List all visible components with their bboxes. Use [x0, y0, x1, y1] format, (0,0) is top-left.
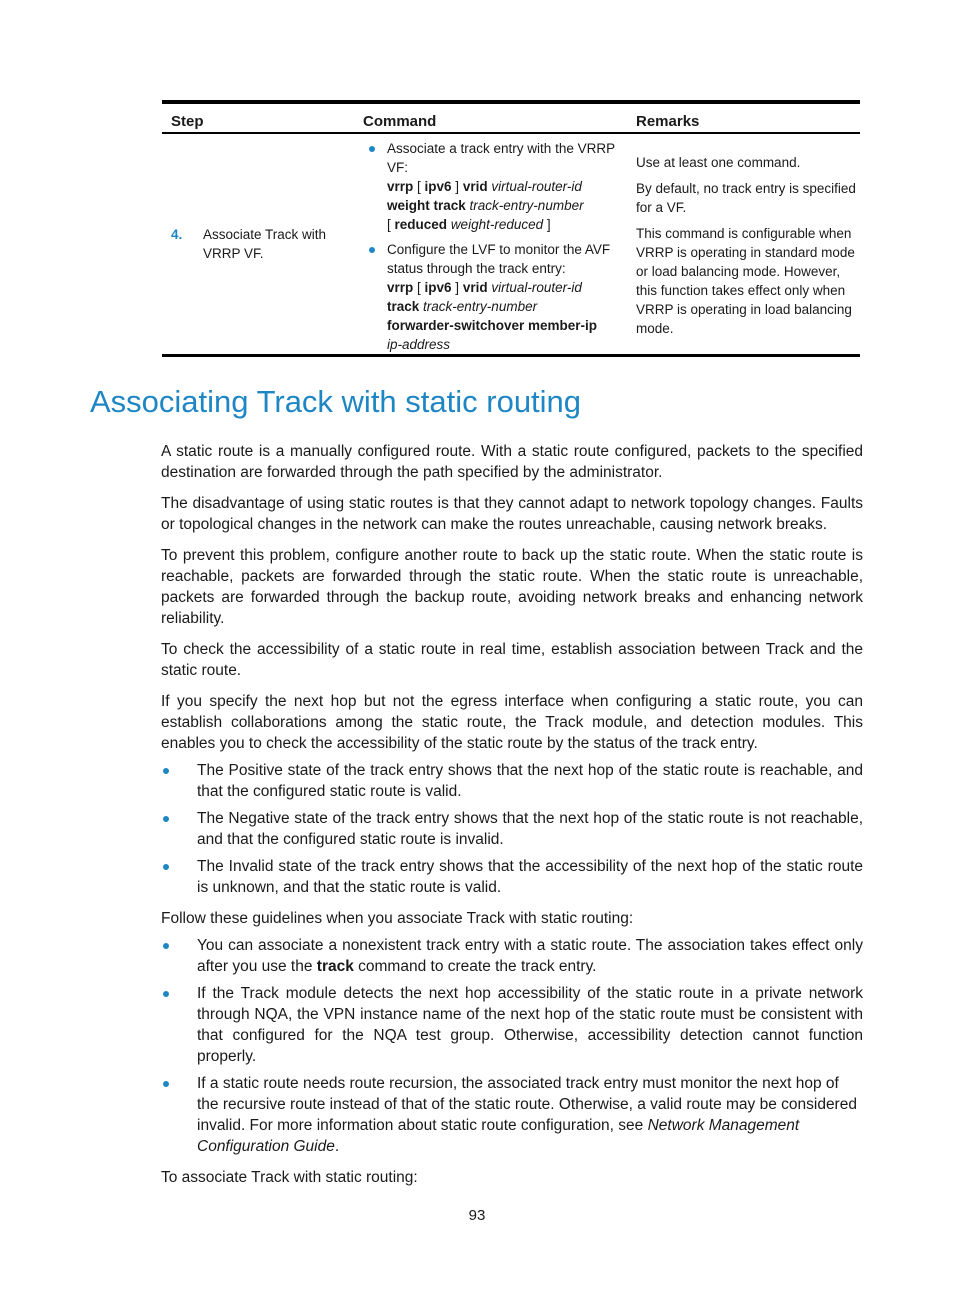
- table-row: [162, 134, 860, 354]
- guideline-bullet-list: [161, 935, 863, 1157]
- command-syntax: track track-entry-number: [387, 299, 538, 314]
- section-heading: Associating Track with static routing: [90, 384, 582, 419]
- command-intro: VF:: [387, 160, 409, 175]
- remark: This command is configurable when VRRP is operating in standard mode or load balancing mode. However, this function takes effect only when VRRP is operating in load balancing mode.: [636, 226, 855, 336]
- list-item: The Positive state of the track entry shows that the next hop of the static route is reachable, and that the configured static route is valid.: [161, 760, 863, 802]
- step-text: Associate Track with VRRP VF.: [203, 227, 327, 261]
- command-intro: status through the track entry:: [387, 261, 566, 276]
- bullet-icon: [163, 991, 169, 997]
- step-number: 4.: [171, 227, 183, 242]
- table-header-row: [162, 104, 860, 134]
- remark: Use at least one command.: [636, 155, 801, 170]
- list-item: If a static route needs route recursion, the associated track entry must monitor the next hop of the recursive route instead of that of the static route. Otherwise, a valid route may be considered invalid. For more information about static route configuration, see Network Management Configuration Guide.: [161, 1073, 863, 1157]
- bullet-icon: [163, 864, 169, 870]
- bullet-icon: [163, 768, 169, 774]
- bullet-icon: [163, 1081, 169, 1087]
- command-syntax: [ reduced weight-reduced ]: [387, 217, 551, 232]
- command-table: [162, 100, 860, 357]
- list-item: The Negative state of the track entry shows that the next hop of the static route is not reachable, and that the configured static route is invalid.: [161, 808, 863, 850]
- body-text: [161, 441, 863, 1198]
- command-item: [363, 139, 627, 234]
- bullet-icon: [163, 816, 169, 822]
- paragraph: To check the accessibility of a static route in real time, establish association between Track and the static route.: [161, 641, 863, 679]
- bullet-icon: [369, 247, 375, 253]
- page-number: 93: [468, 1207, 486, 1224]
- remarks-cell: [627, 134, 860, 354]
- command-intro: Configure the LVF to monitor the AVF: [387, 242, 611, 257]
- bullet-icon: [369, 146, 375, 152]
- command-syntax: forwarder-switchover member-ip: [387, 318, 598, 333]
- paragraph: A static route is a manually configured route. With a static route configured, packets to the specified destination are forwarded through the path specified by the administrator.: [161, 443, 863, 481]
- paragraph: Follow these guidelines when you associate Track with static routing:: [161, 910, 634, 927]
- header-step: Step: [171, 113, 204, 130]
- header-remarks: Remarks: [636, 113, 700, 130]
- bullet-icon: [163, 943, 169, 949]
- command-cell: [363, 134, 627, 354]
- header-command: Command: [363, 113, 437, 130]
- list-item: If the Track module detects the next hop accessibility of the static route in a private network through NQA, the VPN instance name of the next hop of the static route must be consistent with that configured for the NQA test group. Otherwise, accessibility detection cannot function properly.: [161, 983, 863, 1067]
- list-item: The Invalid state of the track entry shows that the accessibility of the next hop of the static route is unknown, and that the static route is valid.: [161, 856, 863, 898]
- command-intro: Associate a track entry with the VRRP: [387, 141, 616, 156]
- paragraph: To associate Track with static routing:: [161, 1169, 418, 1186]
- state-bullet-list: [161, 760, 863, 898]
- command-syntax: vrrp [ ipv6 ] vrid virtual-router-id: [387, 280, 582, 295]
- paragraph: The disadvantage of using static routes is that they cannot adapt to network topology changes. Faults or topological changes in the network can make the routes unreachable, causing network breaks.: [161, 495, 863, 533]
- command-item: [363, 240, 627, 354]
- command-syntax: ip-address: [387, 337, 451, 352]
- step-cell: [162, 134, 363, 354]
- paragraph: To prevent this problem, configure another route to back up the static route. When the static route is reachable, packets are forwarded through the static route. When the static route is unreachable, packets are forwarded through the backup route, avoiding network breaks and enhancing network reliability.: [161, 547, 863, 627]
- list-item: You can associate a nonexistent track entry with a static route. The association takes effect only after you use the track command to create the track entry.: [161, 935, 863, 977]
- paragraph: If you specify the next hop but not the egress interface when configuring a static route, you can establish collaborations among the static route, the Track module, and detection modules. This enables you to check the accessibility of the static route by the status of the track entry.: [161, 693, 863, 752]
- command-syntax: vrrp [ ipv6 ] vrid virtual-router-id: [387, 179, 582, 194]
- command-syntax: weight track track-entry-number: [387, 198, 584, 213]
- remark: By default, no track entry is specified for a VF.: [636, 181, 856, 215]
